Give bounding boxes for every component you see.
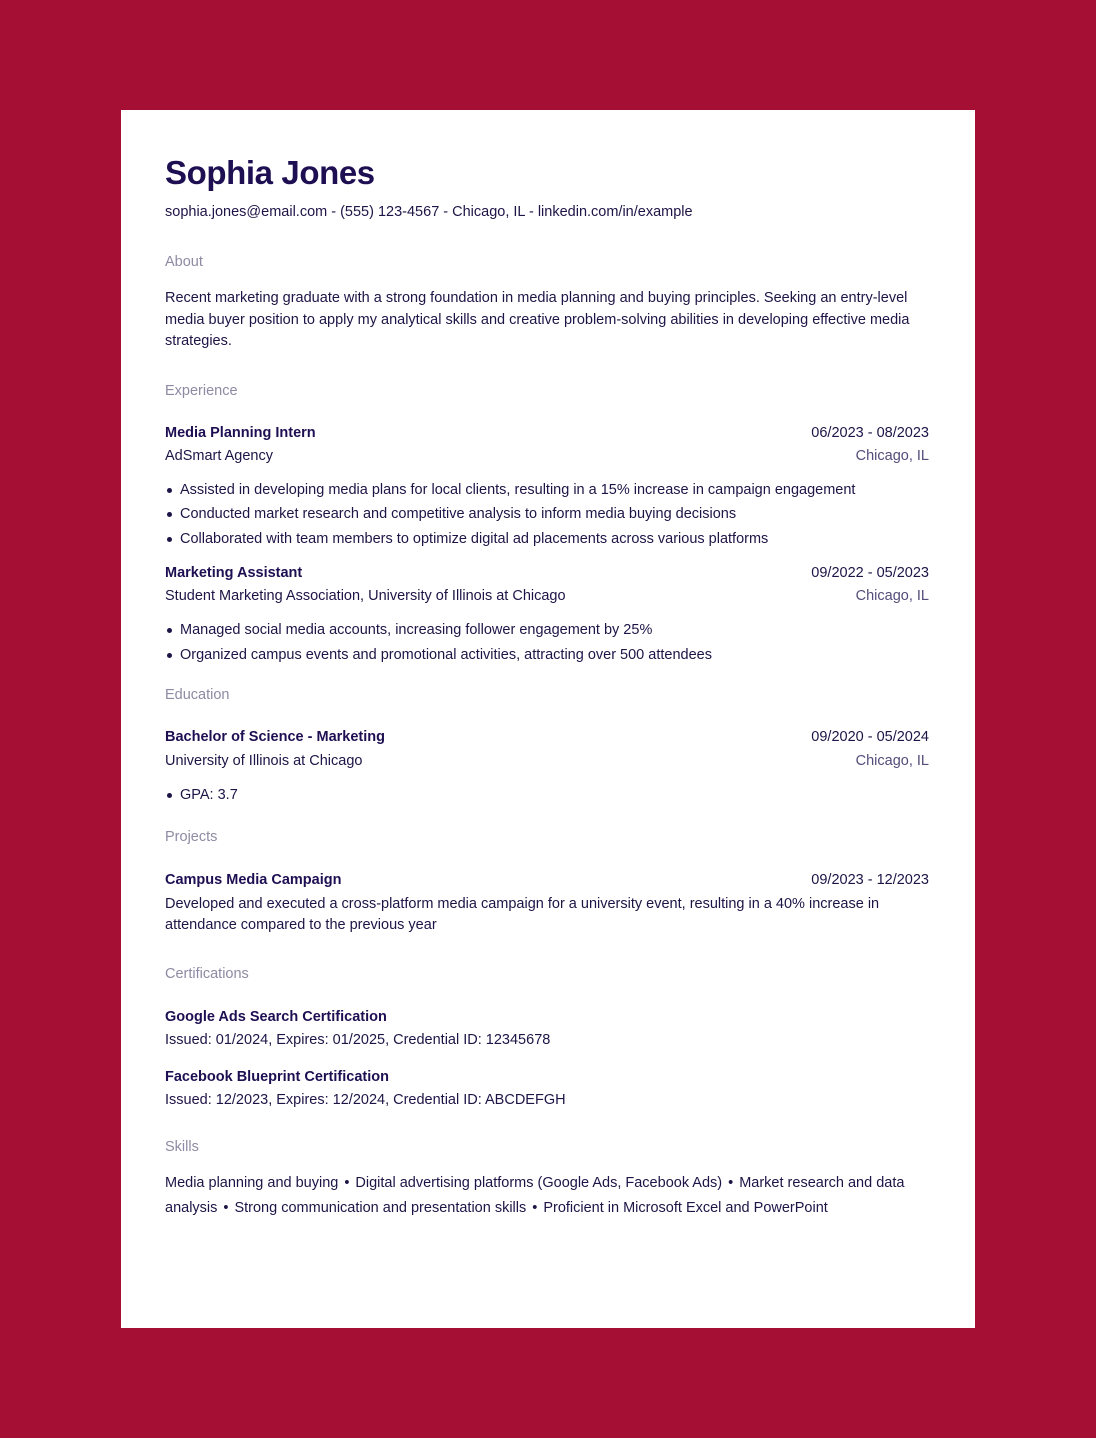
section-title-education: Education xyxy=(165,686,230,703)
education-dates: 09/2020 - 05/2024 xyxy=(811,728,929,745)
job-title: Media Planning Intern xyxy=(165,424,316,441)
school-location: Chicago, IL xyxy=(855,752,929,769)
certification-details: Issued: 12/2023, Expires: 12/2024, Credential ID: ABCDEFGH xyxy=(165,1091,566,1108)
list-item: Collaborated with team members to optimize digital ad placements across various platforms xyxy=(180,529,929,549)
skill-item: Market research and data analysis xyxy=(165,1174,905,1216)
school-name: University of Illinois at Chicago xyxy=(165,752,363,769)
certification-item xyxy=(165,1067,929,1110)
project-item xyxy=(165,870,929,937)
candidate-name: Sophia Jones xyxy=(165,154,375,191)
job-title: Marketing Assistant xyxy=(165,564,303,581)
degree: Bachelor of Science - Marketing xyxy=(165,728,385,745)
project-description: Developed and executed a cross-platform media campaign for a university event, resulting in a 40% increase in attendance compared to the previous year xyxy=(165,895,880,934)
skills-list xyxy=(165,1171,929,1221)
list-item: Organized campus events and promotional activities, attracting over 500 attendees xyxy=(180,645,929,665)
certification-item xyxy=(165,1007,929,1050)
experience-org-row xyxy=(165,586,929,606)
skill-item: Media planning and buying xyxy=(165,1174,339,1191)
section-title-about: About xyxy=(165,254,203,270)
job-organization: AdSmart Agency xyxy=(165,447,273,464)
certification-name: Facebook Blueprint Certification xyxy=(165,1068,389,1085)
skill-separator: • xyxy=(728,1174,734,1191)
job-bullets xyxy=(165,620,929,665)
contact-line: sophia.jones@email.com - (555) 123-4567 - Chicago, IL - linkedin.com/in/example xyxy=(165,204,693,220)
job-organization: Student Marketing Association, University of Illinois at Chicago xyxy=(165,587,566,604)
certification-name: Google Ads Search Certification xyxy=(165,1008,387,1025)
skill-separator: • xyxy=(532,1199,538,1216)
section-title-skills: Skills xyxy=(165,1138,199,1155)
project-header-row xyxy=(165,870,929,890)
education-bullets xyxy=(165,785,929,805)
skill-separator: • xyxy=(344,1174,350,1191)
project-name: Campus Media Campaign xyxy=(165,871,342,888)
skill-item: Digital advertising platforms (Google Ads, Facebook Ads) xyxy=(355,1174,723,1191)
experience-header-row xyxy=(165,563,929,583)
experience-item xyxy=(165,423,929,549)
experience-org-row xyxy=(165,446,929,466)
job-location: Chicago, IL xyxy=(855,447,929,464)
section-title-experience: Experience xyxy=(165,382,238,399)
section-title-certifications: Certifications xyxy=(165,965,249,982)
certification-details: Issued: 01/2024, Expires: 01/2025, Credential ID: 12345678 xyxy=(165,1031,551,1048)
experience-item xyxy=(165,563,929,665)
list-item: GPA: 3.7 xyxy=(180,785,929,805)
education-school-row xyxy=(165,751,929,771)
skill-separator: • xyxy=(223,1199,229,1216)
project-dates: 09/2023 - 12/2023 xyxy=(811,871,929,888)
job-bullets xyxy=(165,480,929,549)
skill-item: Strong communication and presentation skills xyxy=(234,1199,527,1216)
list-item: Assisted in developing media plans for local clients, resulting in a 15% increase in campaign engagement xyxy=(180,480,929,500)
list-item: Managed social media accounts, increasing follower engagement by 25% xyxy=(180,620,929,640)
job-dates: 06/2023 - 08/2023 xyxy=(811,424,929,441)
job-location: Chicago, IL xyxy=(855,587,929,604)
job-dates: 09/2022 - 05/2023 xyxy=(811,564,929,581)
resume-sheet xyxy=(121,110,975,1328)
about-text: Recent marketing graduate with a strong foundation in media planning and buying principles. Seeking an entry-level media buyer position to apply my analytical skills and creative problem-solving abilities in developing effective media strategies. xyxy=(165,290,910,349)
list-item: Conducted market research and competitive analysis to inform media buying decisions xyxy=(180,504,929,524)
education-item xyxy=(165,727,929,805)
education-header-row xyxy=(165,727,929,747)
skill-item: Proficient in Microsoft Excel and PowerPoint xyxy=(543,1199,828,1216)
experience-header-row xyxy=(165,423,929,443)
section-title-projects: Projects xyxy=(165,828,218,845)
